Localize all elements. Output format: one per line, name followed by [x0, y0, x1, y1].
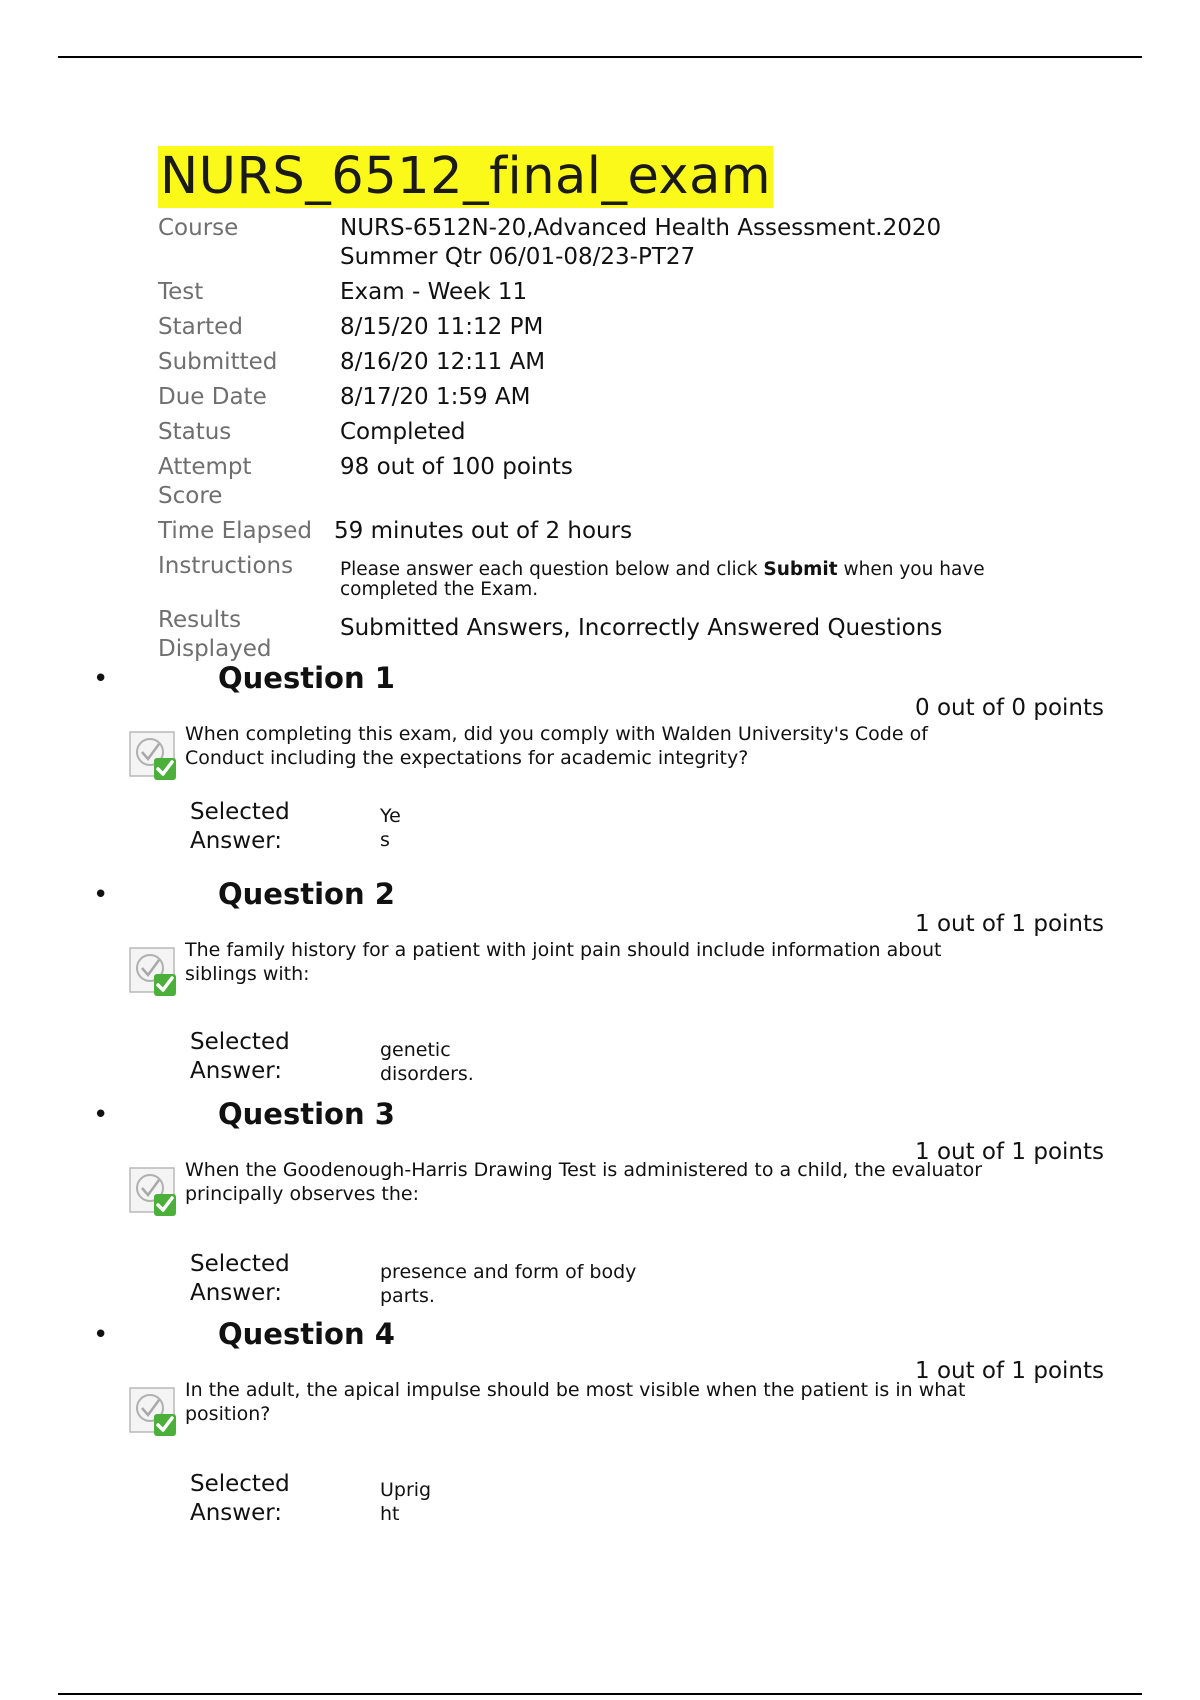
results-label-line2: Displayed	[158, 636, 272, 662]
course-value-line1: NURS-6512N-20,Advanced Health Assessment.2020	[340, 215, 942, 241]
attempt-score-label	[158, 453, 340, 511]
submitted-value: 8/16/20 12:11 AM	[340, 349, 546, 375]
selected-answer-value	[380, 804, 401, 852]
answer-line1: genetic	[380, 1039, 451, 1061]
bottom-divider	[58, 1693, 1142, 1695]
selected-answer-label	[190, 798, 290, 856]
list-bullet: •	[93, 1100, 109, 1130]
question-text	[185, 938, 1065, 986]
selected-label-line1: Selected	[190, 1029, 290, 1055]
answer-line1: Ye	[380, 805, 401, 827]
started-value: 8/15/20 11:12 PM	[340, 314, 544, 340]
question-points: 1 out of 1 points	[915, 911, 1104, 937]
list-bullet: •	[93, 880, 109, 910]
answer-line1: presence and form of body	[380, 1261, 637, 1283]
answer-line2: disorders.	[380, 1063, 474, 1085]
instructions-value	[340, 552, 985, 600]
info-row-time-elapsed	[158, 517, 1058, 546]
info-row-course	[158, 214, 1058, 272]
question-block-1	[0, 660, 1200, 870]
test-label: Test	[158, 279, 204, 305]
question-text-line1: In the adult, the apical impulse should be most visible when the patient is in what	[185, 1379, 966, 1401]
correct-check-icon	[128, 728, 182, 782]
instructions-label: Instructions	[158, 553, 294, 579]
correct-check-icon	[128, 1164, 182, 1218]
status-label: Status	[158, 419, 232, 445]
question-heading: Question 3	[218, 1097, 395, 1131]
answer-line2: parts.	[380, 1285, 435, 1307]
question-text-line1: When the Goodenough-Harris Drawing Test is administered to a child, the evaluator	[185, 1159, 983, 1181]
question-text	[185, 1158, 1065, 1206]
page-title: NURS_6512_final_exam	[160, 147, 772, 206]
selected-label-line2: Answer:	[190, 1280, 283, 1306]
time-elapsed-value: 59 minutes out of 2 hours	[334, 518, 633, 544]
selected-label-line1: Selected	[190, 1471, 290, 1497]
info-row-attempt-score	[158, 453, 1058, 511]
selected-answer-value	[380, 1260, 636, 1308]
question-block-3	[0, 1096, 1200, 1306]
exam-info-table	[158, 214, 1058, 670]
question-points: 1 out of 1 points	[915, 1358, 1104, 1384]
answer-line2: ht	[380, 1503, 400, 1525]
correct-check-icon	[128, 944, 182, 998]
info-row-instructions	[158, 552, 1058, 600]
results-displayed-label	[158, 606, 340, 664]
question-text	[185, 1378, 1065, 1426]
info-row-submitted	[158, 348, 1058, 377]
selected-answer-label	[190, 1250, 290, 1308]
selected-label-line2: Answer:	[190, 1500, 283, 1526]
info-row-status	[158, 418, 1058, 447]
selected-label-line2: Answer:	[190, 828, 283, 854]
info-row-due-date	[158, 383, 1058, 412]
question-heading: Question 4	[218, 1317, 395, 1351]
status-value: Completed	[340, 419, 466, 445]
course-value-line2: Summer Qtr 06/01-08/23-PT27	[340, 244, 696, 270]
question-points: 0 out of 0 points	[915, 695, 1104, 721]
answer-line2: s	[380, 829, 390, 851]
question-block-4	[0, 1316, 1200, 1526]
correct-check-icon	[128, 1384, 182, 1438]
top-divider	[58, 56, 1142, 58]
info-row-results-displayed	[158, 606, 1058, 664]
selected-answer-label	[190, 1028, 290, 1086]
due-date-value: 8/17/20 1:59 AM	[340, 384, 531, 410]
question-text	[185, 722, 1065, 770]
course-value	[340, 214, 941, 272]
instructions-submit-word: Submit	[763, 559, 838, 580]
time-elapsed-label: Time Elapsed	[158, 518, 312, 544]
attempt-score-value: 98 out of 100 points	[340, 454, 573, 480]
selected-label-line1: Selected	[190, 799, 290, 825]
instructions-text-post: when you have	[837, 559, 985, 580]
question-points: 1 out of 1 points	[915, 1139, 1104, 1165]
selected-answer-value	[380, 1478, 431, 1526]
instructions-line2: completed the Exam.	[340, 579, 539, 600]
question-text-line2: principally observes the:	[185, 1183, 420, 1205]
info-row-started	[158, 313, 1058, 342]
question-heading: Question 2	[218, 877, 395, 911]
results-label-line1: Results	[158, 607, 242, 633]
selected-answer-label	[190, 1470, 290, 1528]
answer-line1: Uprig	[380, 1479, 432, 1501]
instructions-text-pre: Please answer each question below and click	[340, 559, 764, 580]
question-text-line2: siblings with:	[185, 963, 310, 985]
question-text-line1: When completing this exam, did you comply with Walden University's Code of	[185, 723, 928, 745]
course-label: Course	[158, 215, 239, 241]
info-row-test	[158, 278, 1058, 307]
started-label: Started	[158, 314, 243, 340]
attempt-label-line2: Score	[158, 483, 223, 509]
test-value: Exam - Week 11	[340, 279, 528, 305]
attempt-label-line1: Attempt	[158, 454, 252, 480]
selected-label-line2: Answer:	[190, 1058, 283, 1084]
question-text-line1: The family history for a patient with joint pain should include information about	[185, 939, 942, 961]
results-displayed-value: Submitted Answers, Incorrectly Answered Questions	[340, 615, 943, 641]
submitted-label: Submitted	[158, 349, 278, 375]
list-bullet: •	[93, 664, 109, 694]
question-text-line2: position?	[185, 1403, 271, 1425]
instructions-line1	[340, 560, 985, 580]
question-text-line2: Conduct including the expectations for academic integrity?	[185, 747, 749, 769]
question-block-2	[0, 876, 1200, 1086]
selected-label-line1: Selected	[190, 1251, 290, 1277]
due-date-label: Due Date	[158, 384, 267, 410]
selected-answer-value	[380, 1038, 474, 1086]
list-bullet: •	[93, 1320, 109, 1350]
question-heading: Question 1	[218, 661, 395, 695]
